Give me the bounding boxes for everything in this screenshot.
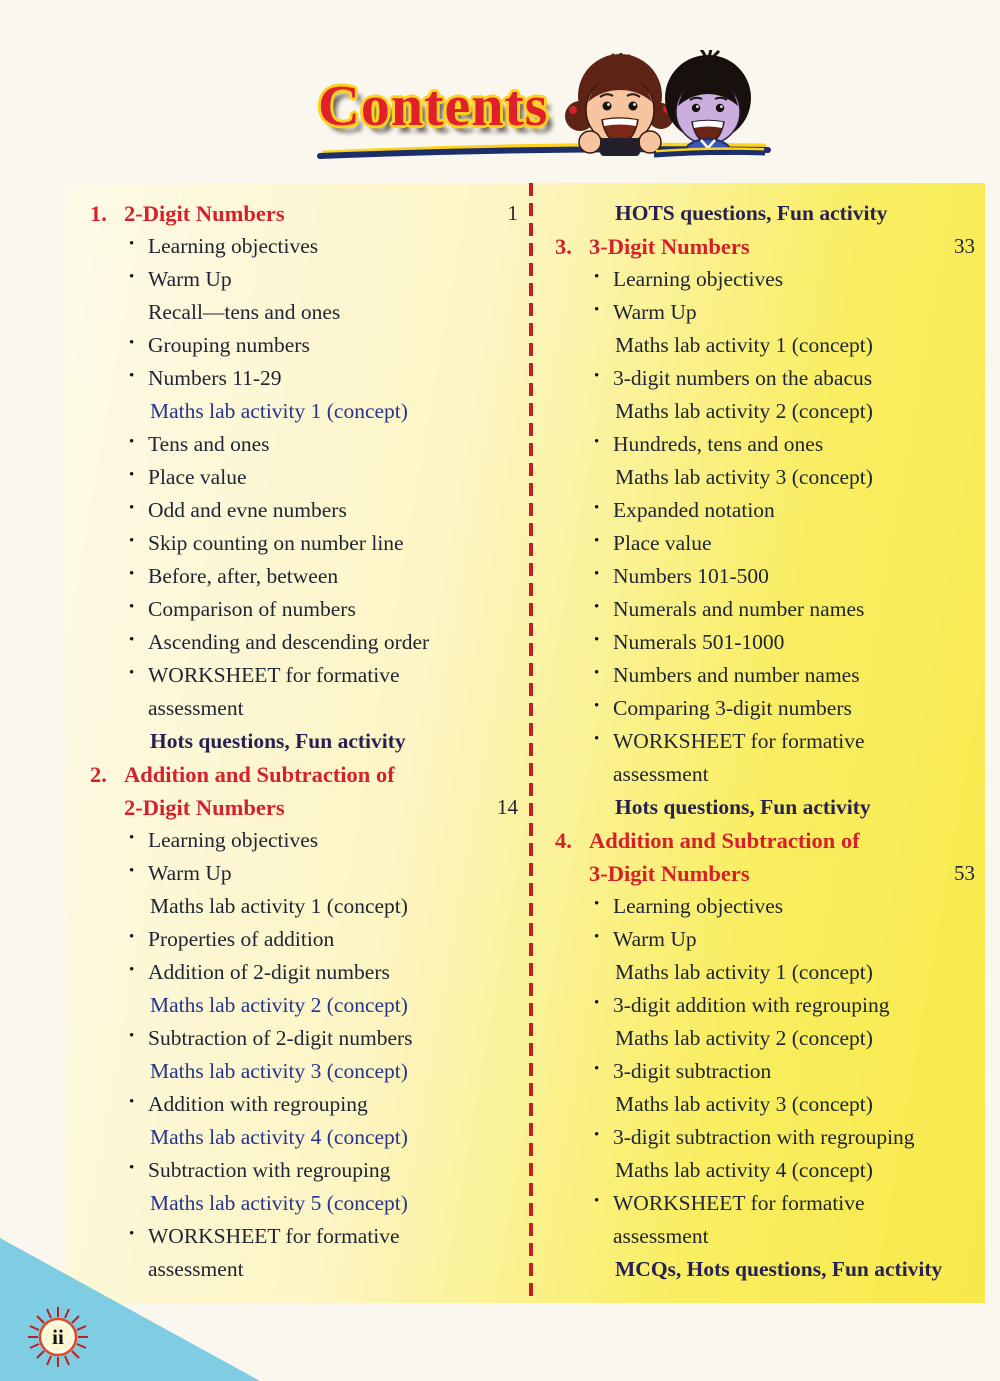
toc-item-text: assessment	[613, 1224, 709, 1248]
toc-item-text: Warm Up	[148, 861, 232, 885]
toc-bullet-row	[555, 1055, 975, 1088]
toc-bullet-row	[90, 1088, 518, 1121]
bullet-icon: •	[594, 698, 600, 714]
toc-item-text: Maths lab activity 2 (concept)	[615, 1026, 873, 1050]
bullet-icon: •	[594, 599, 600, 615]
chapter-page-number: 1	[507, 201, 518, 225]
bullet-icon: •	[129, 632, 135, 648]
toc-bullet-row	[555, 428, 975, 461]
toc-item-text: Maths lab activity 1 (concept)	[150, 399, 408, 423]
toc-activity-row	[555, 461, 975, 494]
toc-bullet-row	[555, 989, 975, 1022]
toc-activity-row	[90, 395, 518, 428]
toc-item-text: assessment	[148, 696, 244, 720]
bullet-icon: •	[594, 434, 600, 450]
toc-item-text: Comparison of numbers	[148, 597, 356, 621]
toc-bullet-row	[90, 461, 518, 494]
toc-bullet-row	[90, 362, 518, 395]
toc-item-text: Maths lab activity 1 (concept)	[615, 333, 873, 357]
toc-bullet-row	[555, 1187, 975, 1220]
toc-bullet-row	[90, 1022, 518, 1055]
toc-right-column	[555, 197, 975, 1286]
bullet-icon: •	[594, 368, 600, 384]
toc-item-text: 3-Digit Numbers	[589, 861, 750, 886]
toc-bullet-row	[90, 956, 518, 989]
toc-item-text: Odd and evne numbers	[148, 498, 347, 522]
toc-item-text: Maths lab activity 2 (concept)	[150, 993, 408, 1017]
toc-item-text: Hundreds, tens and ones	[613, 432, 824, 456]
toc-bullet-row	[90, 230, 518, 263]
toc-item-text: Comparing 3-digit numbers	[613, 696, 852, 720]
bullet-icon: •	[129, 665, 135, 681]
bullet-icon: •	[129, 863, 135, 879]
contents-panel	[65, 183, 985, 1303]
bullet-icon: •	[594, 665, 600, 681]
toc-activity-row	[90, 1055, 518, 1088]
bullet-icon: •	[129, 269, 135, 285]
bullet-icon: •	[594, 566, 600, 582]
bullet-icon: •	[594, 533, 600, 549]
toc-bullet-row	[90, 560, 518, 593]
bullet-icon: •	[129, 500, 135, 516]
toc-special-row	[555, 197, 975, 230]
toc-activity-row	[90, 1121, 518, 1154]
toc-special-row	[555, 791, 975, 824]
toc-plain-row	[90, 296, 518, 329]
toc-bullet-row	[555, 362, 975, 395]
toc-item-text: Numerals 501-1000	[613, 630, 785, 654]
column-divider	[529, 183, 533, 1303]
toc-activity-row	[555, 1088, 975, 1121]
toc-item-text: Maths lab activity 3 (concept)	[615, 1092, 873, 1116]
toc-activity-row	[90, 1187, 518, 1220]
toc-bullet-row	[90, 1220, 518, 1253]
toc-chapter-cont-row	[90, 791, 518, 824]
toc-left-column	[90, 197, 518, 1286]
toc-bullet-row	[555, 494, 975, 527]
toc-item-text: Hots questions, Fun activity	[615, 795, 871, 819]
bullet-icon: •	[594, 500, 600, 516]
girl-face	[565, 53, 674, 156]
toc-activity-row	[555, 329, 975, 362]
toc-plain-row	[555, 1220, 975, 1253]
toc-bullet-row	[90, 659, 518, 692]
page-title: Contents	[318, 73, 549, 138]
toc-chapter-row	[555, 824, 975, 857]
toc-plain-row	[90, 692, 518, 725]
toc-item-text: Grouping numbers	[148, 333, 310, 357]
toc-item-text: Numerals and number names	[613, 597, 865, 621]
bullet-icon: •	[594, 929, 600, 945]
bullet-icon: •	[594, 995, 600, 1011]
toc-item-text: MCQs, Hots questions, Fun activity	[615, 1257, 943, 1281]
toc-activity-row	[90, 890, 518, 923]
toc-item-text: Numbers and number names	[613, 663, 860, 687]
toc-bullet-row	[555, 890, 975, 923]
toc-item-text: WORKSHEET for formative	[148, 663, 400, 687]
toc-bullet-row	[555, 593, 975, 626]
toc-chapter-row	[90, 758, 518, 791]
bullet-icon: •	[129, 533, 135, 549]
toc-item-text: Warm Up	[148, 267, 232, 291]
toc-bullet-row	[90, 428, 518, 461]
toc-activity-row	[555, 1154, 975, 1187]
toc-plain-row	[555, 758, 975, 791]
toc-item-text: Learning objectives	[148, 828, 319, 852]
toc-item-text: Place value	[148, 465, 247, 489]
toc-item-text: Skip counting on number line	[148, 531, 404, 555]
chapter-number: 2.	[90, 762, 107, 787]
toc-activity-row	[555, 956, 975, 989]
toc-bullet-row	[555, 560, 975, 593]
toc-bullet-row	[555, 527, 975, 560]
toc-bullet-row	[90, 857, 518, 890]
toc-item-text: WORKSHEET for formative	[148, 1224, 400, 1248]
toc-item-text: Maths lab activity 4 (concept)	[150, 1125, 408, 1149]
toc-item-text: Maths lab activity 1 (concept)	[615, 960, 873, 984]
toc-item-text: Addition and Subtraction of	[589, 828, 860, 853]
toc-bullet-row	[90, 593, 518, 626]
toc-item-text: 2-Digit Numbers	[124, 201, 285, 226]
toc-item-text: Warm Up	[613, 927, 697, 951]
chapter-page-number: 14	[497, 795, 518, 819]
bullet-icon: •	[129, 1028, 135, 1044]
toc-item-text: Warm Up	[613, 300, 697, 324]
toc-bullet-row	[90, 527, 518, 560]
toc-activity-row	[90, 989, 518, 1022]
bullet-icon: •	[129, 368, 135, 384]
toc-item-text: Numbers 11-29	[148, 366, 282, 390]
bullet-icon: •	[594, 632, 600, 648]
toc-special-row	[555, 1253, 975, 1286]
toc-item-text: Learning objectives	[613, 267, 784, 291]
toc-item-text: Maths lab activity 5 (concept)	[150, 1191, 408, 1215]
toc-plain-row	[90, 1253, 518, 1286]
toc-item-text: WORKSHEET for formative	[613, 729, 865, 753]
toc-bullet-row	[555, 692, 975, 725]
bullet-icon: •	[129, 566, 135, 582]
toc-item-text: Learning objectives	[148, 234, 319, 258]
toc-item-text: Numbers 101-500	[613, 564, 769, 588]
toc-activity-row	[555, 1022, 975, 1055]
toc-chapter-cont-row	[555, 857, 975, 890]
toc-bullet-row	[555, 296, 975, 329]
bullet-icon: •	[594, 731, 600, 747]
toc-item-text: assessment	[148, 1257, 244, 1281]
bullet-icon: •	[129, 929, 135, 945]
toc-item-text: Hots questions, Fun activity	[150, 729, 406, 753]
chapter-number: 3.	[555, 234, 572, 259]
toc-item-text: WORKSHEET for formative	[613, 1191, 865, 1215]
toc-item-text: Maths lab activity 4 (concept)	[615, 1158, 873, 1182]
toc-item-text: Ascending and descending order	[148, 630, 430, 654]
toc-item-text: Subtraction with regrouping	[148, 1158, 391, 1182]
bullet-icon: •	[594, 302, 600, 318]
toc-bullet-row	[555, 1121, 975, 1154]
bullet-icon: •	[129, 1226, 135, 1242]
toc-bullet-row	[555, 923, 975, 956]
bullet-icon: •	[129, 1094, 135, 1110]
toc-bullet-row	[555, 659, 975, 692]
toc-bullet-row	[90, 824, 518, 857]
chapter-page-number: 33	[954, 234, 975, 258]
toc-item-text: Subtraction of 2-digit numbers	[148, 1026, 413, 1050]
bullet-icon: •	[129, 599, 135, 615]
toc-item-text: Addition of 2-digit numbers	[148, 960, 390, 984]
toc-item-text: Properties of addition	[148, 927, 335, 951]
toc-bullet-row	[90, 923, 518, 956]
page-number: ii	[52, 1325, 64, 1349]
toc-item-text: 3-Digit Numbers	[589, 234, 750, 259]
bullet-icon: •	[594, 1061, 600, 1077]
chapter-number: 4.	[555, 828, 572, 853]
boy-face	[665, 50, 751, 154]
toc-item-text: Maths lab activity 1 (concept)	[150, 894, 408, 918]
toc-bullet-row	[90, 263, 518, 296]
chapter-number: 1.	[90, 201, 107, 226]
toc-item-text: 3-digit subtraction with regrouping	[613, 1125, 915, 1149]
toc-item-text: 2-Digit Numbers	[124, 795, 285, 820]
toc-bullet-row	[90, 494, 518, 527]
bullet-icon: •	[129, 434, 135, 450]
bullet-icon: •	[594, 896, 600, 912]
toc-item-text: Addition and Subtraction of	[124, 762, 395, 787]
toc-item-text: Recall—tens and ones	[148, 300, 341, 324]
toc-item-text: Maths lab activity 2 (concept)	[615, 399, 873, 423]
bullet-icon: •	[129, 830, 135, 846]
kids-illustration-icon	[560, 50, 766, 162]
toc-item-text: Maths lab activity 3 (concept)	[615, 465, 873, 489]
bullet-icon: •	[594, 1127, 600, 1143]
toc-bullet-row	[90, 626, 518, 659]
toc-item-text: Before, after, between	[148, 564, 339, 588]
toc-item-text: Addition with regrouping	[148, 1092, 368, 1116]
bullet-icon: •	[129, 236, 135, 252]
page-number-sun-badge	[24, 1303, 92, 1371]
bullet-icon: •	[594, 269, 600, 285]
toc-activity-row	[555, 395, 975, 428]
toc-item-text: 3-digit addition with regrouping	[613, 993, 890, 1017]
toc-chapter-row	[555, 230, 975, 263]
toc-item-text: Tens and ones	[148, 432, 270, 456]
bullet-icon: •	[129, 335, 135, 351]
toc-bullet-row	[555, 263, 975, 296]
toc-bullet-row	[90, 1154, 518, 1187]
toc-bullet-row	[555, 626, 975, 659]
bullet-icon: •	[129, 1160, 135, 1176]
toc-item-text: HOTS questions, Fun activity	[615, 201, 888, 225]
bullet-icon: •	[594, 1193, 600, 1209]
toc-item-text: Expanded notation	[613, 498, 775, 522]
toc-bullet-row	[555, 725, 975, 758]
toc-item-text: Learning objectives	[613, 894, 784, 918]
bullet-icon: •	[129, 962, 135, 978]
toc-item-text: Place value	[613, 531, 712, 555]
toc-special-row	[90, 725, 518, 758]
toc-item-text: Maths lab activity 3 (concept)	[150, 1059, 408, 1083]
toc-item-text: 3-digit subtraction	[613, 1059, 772, 1083]
toc-chapter-row	[90, 197, 518, 230]
toc-item-text: 3-digit numbers on the abacus	[613, 366, 873, 390]
chapter-page-number: 53	[954, 861, 975, 885]
toc-bullet-row	[90, 329, 518, 362]
toc-item-text: assessment	[613, 762, 709, 786]
bullet-icon: •	[129, 467, 135, 483]
